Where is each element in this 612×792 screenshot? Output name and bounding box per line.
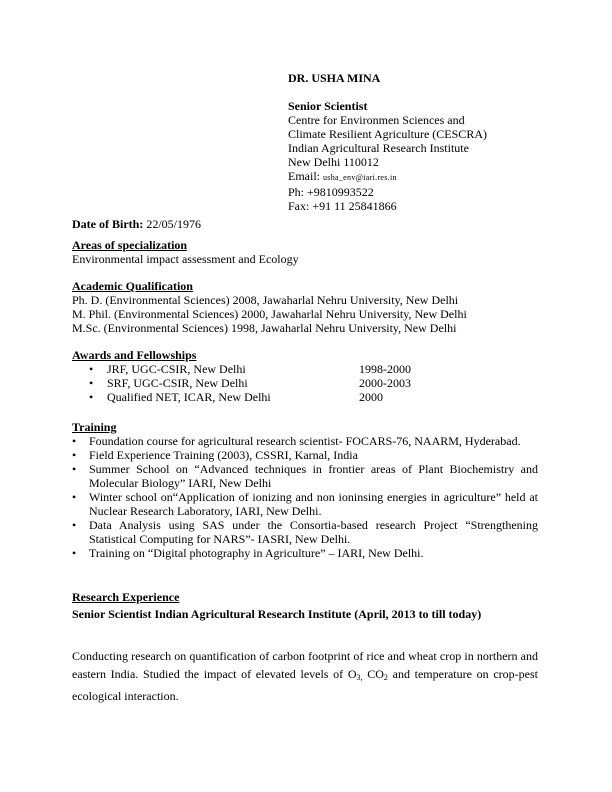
contact-header — [288, 71, 588, 213]
section-heading: Awards and Fellowships — [72, 348, 197, 362]
training-item: Field Experience Training (2003), CSSRI, Karnal, India — [89, 448, 358, 462]
list-item — [72, 518, 538, 546]
list-item — [72, 546, 538, 560]
research-position: Senior Scientist Indian Agricultural Research Institute (April, 2013 to till today) — [72, 607, 482, 621]
dob-section — [72, 217, 538, 231]
awards-list — [72, 362, 538, 404]
bullet-icon: • — [72, 448, 77, 462]
qualification-item: M. Phil. (Environmental Sciences) 2000, Jawaharlal Nehru University, New Delhi — [72, 307, 467, 321]
email-label: Email: — [288, 169, 320, 183]
list-item — [72, 376, 538, 390]
award-name: Qualified NET, ICAR, New Delhi — [107, 390, 271, 404]
qualification-item: M.Sc. (Environmental Sciences) 1998, Jawaharlal Nehru University, New Delhi — [72, 321, 457, 335]
research-description: Conducting research on quantification of carbon footprint of rice and wheat crop in northern and eastern India. Studied the impact of elevated levels of $O_{3,}$ $CO_2$ and temperature on crop-pest ecological interaction. — [72, 649, 538, 703]
bullet-icon: • — [89, 390, 94, 404]
dob-value: 22/05/1976 — [143, 217, 201, 231]
dob-label: Date of Birth: — [72, 217, 144, 231]
job-title: Senior Scientist — [288, 99, 368, 113]
academic-section — [72, 279, 538, 335]
award-name: SRF, UGC-CSIR, New Delhi — [107, 376, 248, 390]
bullet-icon: • — [89, 362, 94, 376]
list-item — [72, 434, 538, 448]
list-item — [72, 362, 538, 376]
section-heading: Academic Qualification — [72, 279, 193, 293]
award-years: 2000 — [359, 390, 383, 404]
bullet-icon: • — [72, 462, 77, 476]
email-link[interactable]: usha_env@iari.res.in — [323, 173, 397, 182]
award-years: 1998-2000 — [359, 362, 411, 376]
address-line: Climate Resilient Agriculture (CESCRA) — [288, 127, 487, 141]
list-item — [72, 462, 538, 490]
bullet-icon: • — [72, 434, 77, 448]
section-heading: Areas of specialization — [72, 238, 188, 252]
specialization-text: Environmental impact assessment and Ecology — [72, 252, 299, 266]
training-item: Summer School on “Advanced techniques in frontier areas of Plant Biochemistry and Molecular Biology” IARI, New Delhi — [89, 462, 538, 490]
training-item: Foundation course for agricultural research scientist- FOCARS-76, NAARM, Hyderabad. — [89, 434, 521, 448]
bullet-icon: • — [72, 518, 77, 532]
award-years: 2000-2003 — [359, 376, 411, 390]
phone-line: Ph: +9810993522 — [288, 185, 374, 199]
email-line — [288, 169, 588, 185]
person-name: DR. USHA MINA — [288, 71, 381, 85]
list-item — [72, 448, 538, 462]
address-line: Centre for Environmen Sciences and — [288, 113, 465, 127]
specialization-section — [72, 238, 538, 266]
bullet-icon: • — [89, 376, 94, 390]
address-line: Indian Agricultural Research Institute — [288, 141, 469, 155]
research-section — [72, 590, 538, 621]
training-list — [72, 434, 538, 560]
training-section — [72, 420, 538, 560]
training-item: Training on “Digital photography in Agriculture” – IARI, New Delhi. — [89, 546, 424, 560]
qualification-item: Ph. D. (Environmental Sciences) 2008, Jawaharlal Nehru University, New Delhi — [72, 293, 459, 307]
section-heading: Training — [72, 420, 117, 434]
section-heading: Research Experience — [72, 590, 180, 604]
award-name: JRF, UGC-CSIR, New Delhi — [107, 362, 246, 376]
training-item: Data Analysis using SAS under the Consortia-based research Project “Strengthening Statistical Computing for NARS”- IASRI, New Delhi. — [89, 518, 538, 546]
subscript: 3, — [356, 673, 363, 682]
list-item — [72, 490, 538, 518]
address-line: New Delhi 110012 — [288, 155, 379, 169]
list-item — [72, 390, 538, 404]
subscript: 2 — [383, 673, 388, 682]
fax-line: Fax: +91 11 25841866 — [288, 199, 397, 213]
bullet-icon: • — [72, 546, 77, 560]
awards-section — [72, 348, 538, 404]
bullet-icon: • — [72, 490, 77, 504]
training-item: Winter school on“Application of ionizing and non ioninsing energies in agriculture” held at Nuclear Research Laboratory, IARI, New Delhi. — [89, 490, 538, 518]
